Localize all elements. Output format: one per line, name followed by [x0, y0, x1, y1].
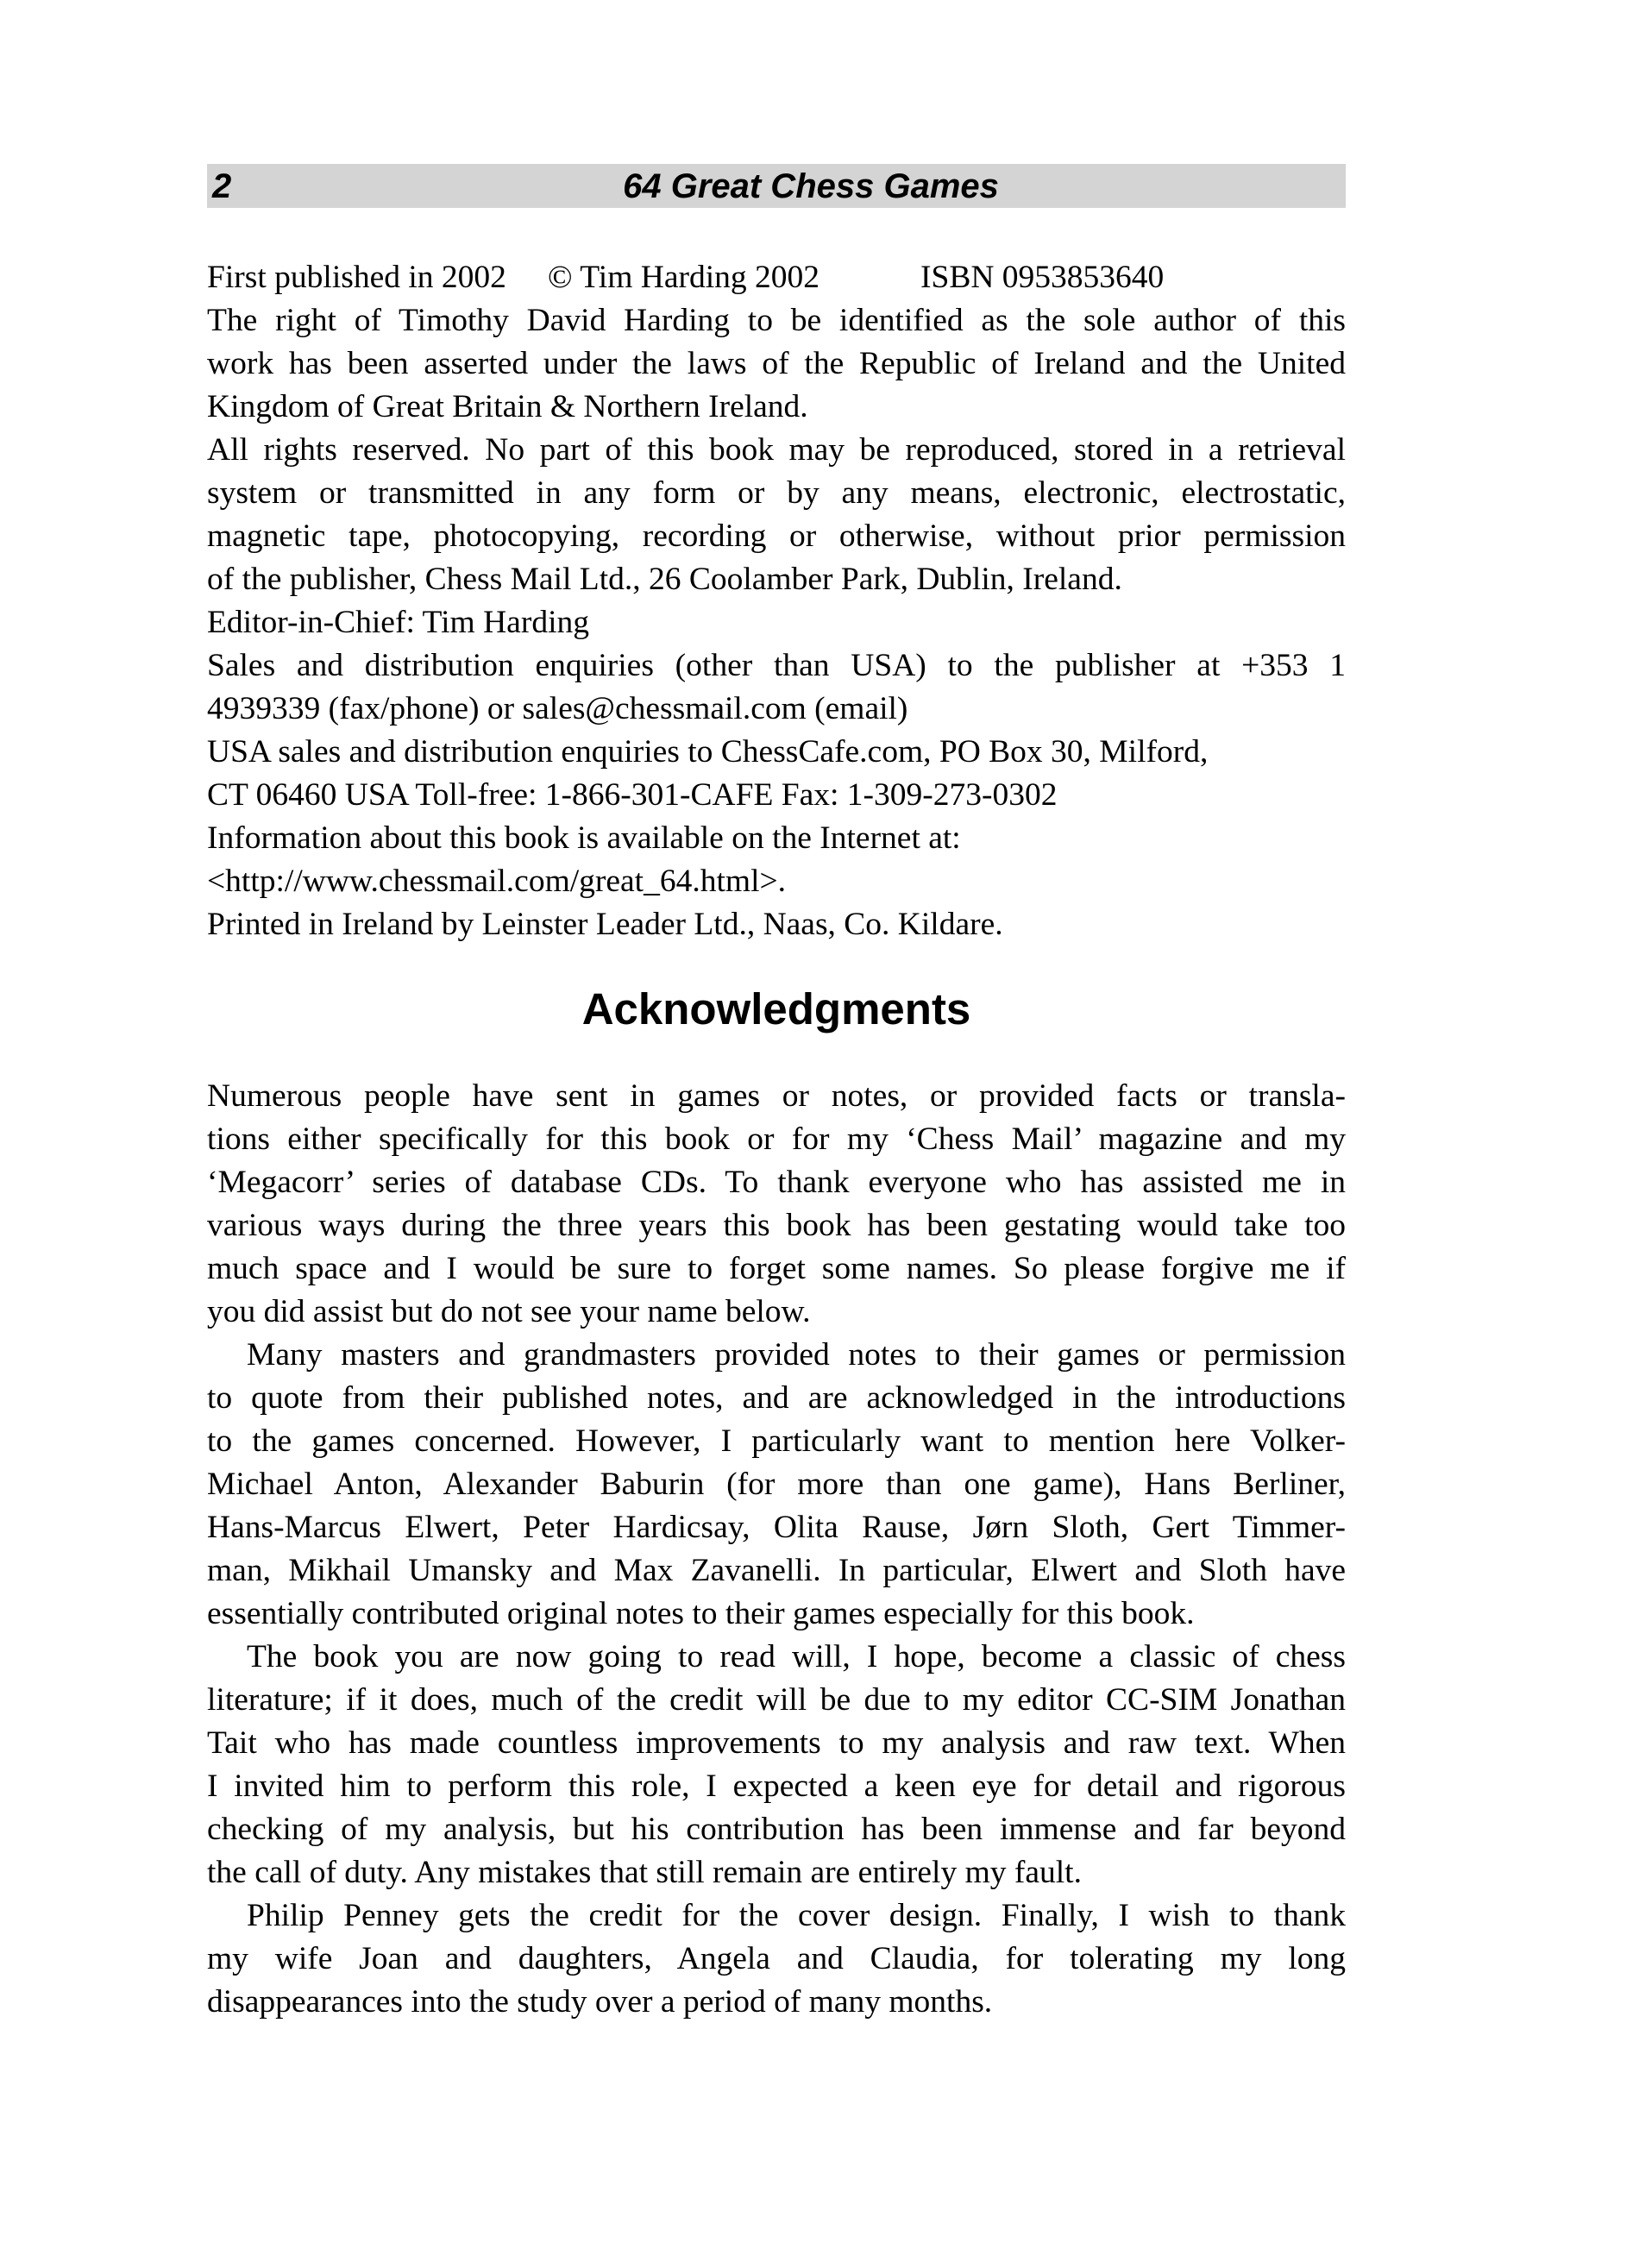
editor-line: Editor-in-Chief: Tim Harding: [207, 605, 589, 640]
imprint-line: 4939339 (fax/phone) or sales@chessmail.com (email): [207, 691, 908, 726]
paragraph-line: to quote from their published notes, and are acknowledged in the introductions: [207, 1380, 1346, 1416]
imprint-line: of the publisher, Chess Mail Ltd., 26 Coolamber Park, Dublin, Ireland.: [207, 562, 1122, 597]
paragraph-line: disappearances into the study over a period of many months.: [207, 1984, 993, 2020]
paragraph-line: my wife Joan and daughters, Angela and Claudia, for tolerating my long: [207, 1941, 1346, 1976]
imprint-line: system or transmitted in any form or by any means, electronic, electrostatic,: [207, 475, 1346, 511]
imprint-line: Kingdom of Great Britain & Northern Ireland.: [207, 389, 808, 424]
paragraph-line: literature; if it does, much of the credit will be due to my editor CC-SIM Jonathan: [207, 1682, 1346, 1718]
paragraph-line: Tait who has made countless improvements to my analysis and raw text. When: [207, 1725, 1346, 1761]
running-title: 64 Great Chess Games: [623, 167, 999, 205]
imprint-line: All rights reserved. No part of this book may be reproduced, stored in a retrieval: [207, 432, 1346, 468]
website-url: <http://www.chessmail.com/great_64.html>.: [207, 864, 787, 899]
imprint-block: [207, 256, 1346, 946]
acknowledgments-text: [207, 1075, 1346, 2024]
paragraph-line: essentially contributed original notes to their games especially for this book.: [207, 1596, 1195, 1631]
imprint-line: The right of Timothy David Harding to be identified as the sole author of this: [207, 303, 1346, 338]
paragraph-line: I invited him to perform this role, I expected a keen eye for detail and rigorous: [207, 1769, 1346, 1804]
publication-line: [207, 256, 1346, 299]
imprint-line: USA sales and distribution enquiries to ChessCafe.com, PO Box 30, Milford,: [207, 734, 1209, 770]
imprint-line: Information about this book is available on the Internet at:: [207, 820, 961, 856]
page-number: 2: [212, 167, 232, 205]
paragraph-line: checking of my analysis, but his contribution has been immense and far beyond: [207, 1812, 1346, 1847]
paragraph-line: ‘Megacorr’ series of database CDs. To thank everyone who has assisted me in: [207, 1165, 1346, 1200]
paragraph-line: Michael Anton, Alexander Baburin (for more than one game), Hans Berliner,: [207, 1467, 1346, 1502]
imprint-line: Sales and distribution enquiries (other than USA) to the publisher at +353 1: [207, 648, 1346, 683]
paragraph-line: you did assist but do not see your name below.: [207, 1294, 811, 1329]
paragraph-line: man, Mikhail Umansky and Max Zavanelli. In particular, Elwert and Sloth have: [207, 1553, 1346, 1588]
paragraph-line: Many masters and grandmasters provided notes to their games or permission: [247, 1337, 1346, 1373]
copyright-notice: © Tim Harding 2002: [548, 260, 820, 295]
paragraph-line: Numerous people have sent in games or notes, or provided facts or transla-: [207, 1078, 1346, 1114]
paragraph-line: various ways during the three years this book has been gestating would take too: [207, 1208, 1346, 1243]
paragraph-line: the call of duty. Any mistakes that still remain are entirely my fault.: [207, 1855, 1082, 1890]
paragraph-line: Philip Penney gets the credit for the cover design. Finally, I wish to thank: [247, 1898, 1346, 1933]
section-heading: Acknowledgments: [581, 984, 971, 1033]
first-published: First published in 2002: [207, 260, 506, 295]
paragraph-line: Hans-Marcus Elwert, Peter Hardicsay, Olita Rause, Jørn Sloth, Gert Timmer-: [207, 1510, 1346, 1545]
paragraph-line: tions either specifically for this book or for my ‘Chess Mail’ magazine and my: [207, 1121, 1346, 1157]
paragraph-line: much space and I would be sure to forget some names. So please forgive me if: [207, 1251, 1346, 1286]
printer-line: Printed in Ireland by Leinster Leader Ltd., Naas, Co. Kildare.: [207, 907, 1003, 942]
imprint-line: magnetic tape, photocopying, recording or otherwise, without prior permission: [207, 518, 1346, 554]
paragraph-line: The book you are now going to read will, I hope, become a classic of chess: [247, 1639, 1346, 1674]
imprint-line: work has been asserted under the laws of the Republic of Ireland and the United: [207, 346, 1346, 381]
running-header: [207, 164, 1346, 208]
paragraph-line: to the games concerned. However, I particularly want to mention here Volker-: [207, 1423, 1346, 1459]
isbn: ISBN 0953853640: [920, 260, 1165, 295]
imprint-line: CT 06460 USA Toll-free: 1-866-301-CAFE Fax: 1-309-273-0302: [207, 777, 1058, 813]
